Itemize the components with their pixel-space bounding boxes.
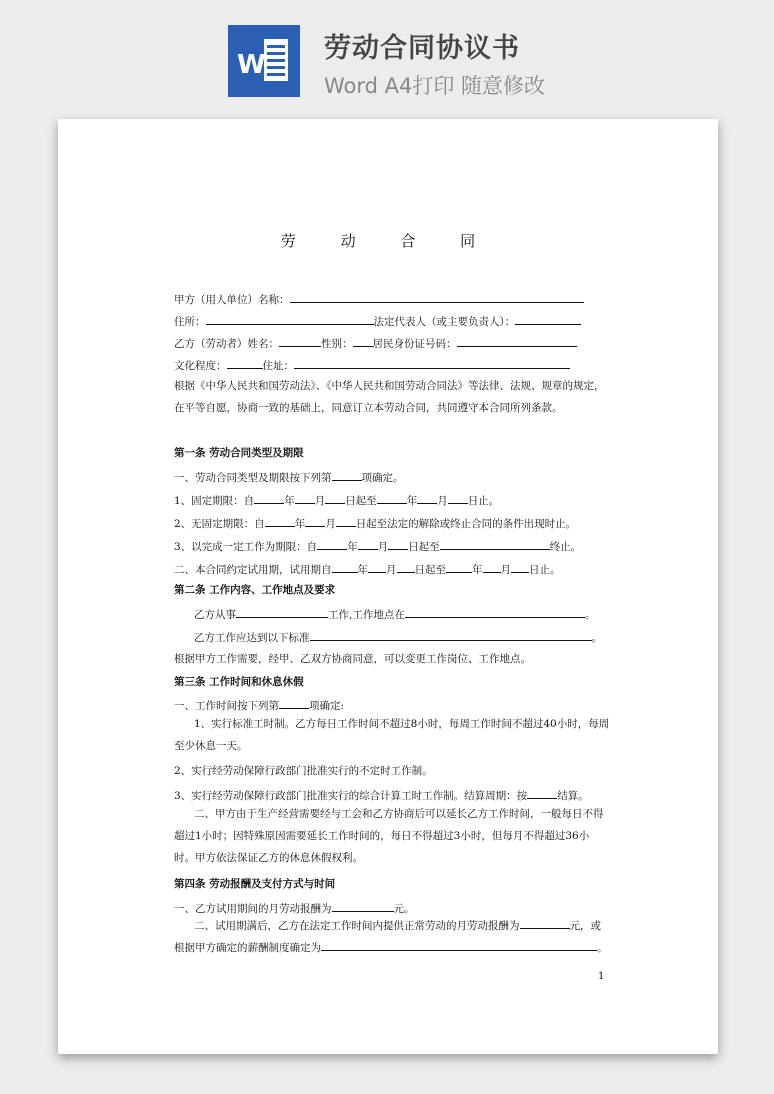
header-title: 劳动合同协议书 (324, 33, 520, 64)
blank-field[interactable] (520, 917, 570, 929)
blank-field[interactable] (353, 335, 373, 347)
blank-field[interactable] (457, 335, 577, 347)
blank-field[interactable] (483, 561, 501, 573)
s3-overtime: 二、甲方由于生产经营需要经与工会和乙方协商后可以延长乙方工作时间，一般每日不得超过1小时；因特殊原因需要延长工作时间的，每日不得超过3小时，但每月不得超过36小时。甲方依法保证乙方的休息休假权利。 (174, 808, 604, 864)
section-3-heading: 第三条 工作时间和休息休假 (174, 676, 304, 688)
blank-field[interactable] (358, 538, 378, 550)
document-title: 劳 动 合 同 (280, 232, 496, 250)
blank-field[interactable] (332, 561, 358, 573)
blank-field[interactable] (290, 291, 584, 303)
word-logo-icon (228, 25, 300, 97)
blank-field[interactable] (440, 538, 550, 550)
blank-field[interactable] (279, 697, 309, 709)
s1-item-0: 一、劳动合同类型及期限按下列第 项确定。 (174, 469, 604, 485)
blank-field[interactable] (310, 629, 592, 641)
s4-item-0: 一、乙方试用期间的月劳动报酬为 元。 (174, 900, 604, 916)
page-header (0, 0, 774, 110)
blank-field[interactable] (388, 538, 408, 550)
blank-field[interactable] (448, 492, 468, 504)
blank-field[interactable] (527, 787, 557, 799)
blank-field[interactable] (368, 561, 386, 573)
s3-item-3: 3、实行经劳动保障行政部门批准实行的综合计算工时工作制。结算周期：按 结算。 (174, 787, 604, 803)
blank-field[interactable] (295, 492, 315, 504)
blank-field[interactable] (321, 939, 597, 951)
s3-item-0: 一、工作时间按下列第 项确定: (174, 697, 604, 713)
preamble-paragraph: 根据《中华人民共和国劳动法》、《中华人民共和国劳动合同法》等法律、法规、规章的规定，在平等自愿，协商一致的基础上，同意订立本劳动合同，共同遵守本合同所列条款。 (174, 380, 605, 414)
blank-field[interactable] (294, 357, 570, 369)
blank-field[interactable] (254, 492, 284, 504)
party-b-line: 乙方（劳动者）姓名： 性别： 居民身份证号码： (174, 335, 604, 351)
blank-field[interactable] (279, 335, 321, 347)
document-page (58, 119, 718, 1054)
s1-item-3: 3、以完成一定工作为期限：自 年 月 日起至 终止。 (174, 538, 604, 554)
blank-field[interactable] (332, 900, 394, 912)
s3-item-2: 2、实行经劳动保障行政部门批准实行的不定时工作制。 (174, 765, 433, 777)
blank-field[interactable] (511, 561, 529, 573)
s2-change: 根据甲方工作需要，经甲、乙双方协商同意，可以变更工作岗位、工作地点。 (174, 653, 531, 665)
blank-field[interactable] (405, 606, 585, 618)
party-a-name-line: 甲方（用人单位）名称： (174, 291, 604, 307)
header-subtitle: Word A4打印 随意修改 (324, 74, 546, 98)
blank-field[interactable] (397, 561, 415, 573)
blank-field[interactable] (446, 561, 472, 573)
blank-field[interactable] (515, 313, 581, 325)
page-number: 1 (598, 971, 605, 982)
blank-field[interactable] (417, 492, 437, 504)
education-line: 文化程度： 住址： (174, 357, 604, 373)
blank-field[interactable] (236, 606, 328, 618)
blank-field[interactable] (227, 357, 263, 369)
blank-field[interactable] (377, 492, 407, 504)
section-2-heading: 第二条 工作内容、工作地点及要求 (174, 584, 336, 596)
blank-field[interactable] (325, 492, 345, 504)
s1-probation: 二、本合同约定试用期，试用期自 年 月 日起至 年 月 日止。 (174, 561, 604, 577)
s1-item-1: 1、固定期限：自 年 月 日起至 年 月 日止。 (174, 492, 604, 508)
s2-standard: 乙方工作应达到以下标准 。 (194, 629, 624, 645)
address-line: 住所： 法定代表人（或主要负责人）： (174, 313, 604, 329)
s4-item-1: 二、试用期满后，乙方在法定工作时间内提供正常劳动的月劳动报酬为 元，或根据甲方确定的薪酬制度确定为 。 (174, 915, 610, 959)
section-4-heading: 第四条 劳动报酬及支付方式与时间 (174, 878, 336, 890)
s2-job: 乙方从事 工作,工作地点在 。 (194, 606, 624, 622)
blank-field[interactable] (265, 515, 295, 527)
s1-item-2: 2、无固定期限：自 年 月 日起至法定的解除或终止合同的条件出现时止。 (174, 515, 604, 531)
s3-item-1: 1、实行标准工时制。乙方每日工作时间不超过8小时，每周工作时间不超过40小时，每周至少休息一天。 (174, 718, 610, 752)
blank-field[interactable] (317, 538, 347, 550)
blank-field[interactable] (206, 313, 374, 325)
svg-text:W: W (237, 50, 266, 80)
section-1-heading: 第一条 劳动合同类型及期限 (174, 447, 304, 459)
blank-field[interactable] (332, 469, 362, 481)
blank-field[interactable] (336, 515, 356, 527)
blank-field[interactable] (305, 515, 325, 527)
